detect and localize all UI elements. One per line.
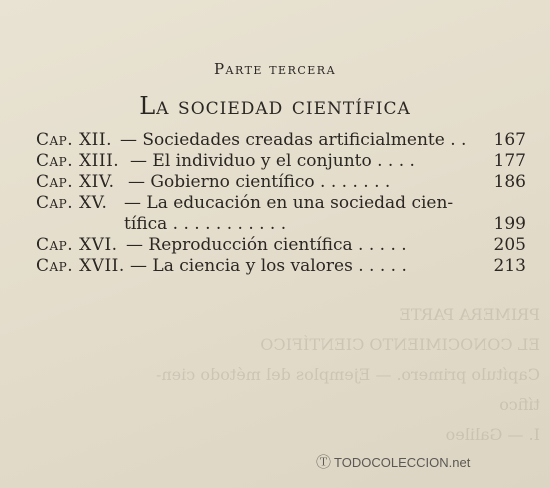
page-number: 213	[493, 256, 526, 276]
chapter-title: — El individuo y el conjunto . . . .	[130, 151, 415, 171]
toc-row	[36, 235, 526, 256]
section-title: La sociedad científica	[139, 92, 411, 120]
toc-row-continuation	[36, 214, 526, 235]
part-heading: Parte tercera	[213, 60, 337, 78]
chapter-title: — Sociedades creadas artificialmente . .	[120, 130, 467, 150]
table-of-contents	[36, 130, 526, 277]
chapter-title-continuation: tífica . . . . . . . . . . .	[124, 214, 287, 234]
chapter-label: Cap. XIII.	[36, 151, 120, 171]
bleed-through-text: PRIMERA PARTE EL CONOCIMIENTO CIENTÍFICO Capítulo primero. — Ejemplos del método cien- tífico I. — Galileo	[155, 305, 540, 444]
page-number: 177	[493, 151, 526, 171]
watermark-text: TODOCOLECCION.net	[334, 455, 471, 470]
chapter-title: — La ciencia y los valores . . . . .	[130, 256, 407, 276]
chapter-title: — Reproducción científica . . . . .	[126, 235, 407, 255]
page-number: 167	[493, 130, 526, 150]
page-number: 186	[493, 172, 526, 192]
chapter-label: Cap. XVII.	[36, 256, 125, 276]
toc-row	[36, 151, 526, 172]
chapter-title: — La educación en una sociedad cien-	[124, 193, 454, 213]
page-number: 199	[493, 214, 526, 234]
chapter-label: Cap. XV.	[36, 193, 108, 213]
toc-row	[36, 130, 526, 151]
toc-row	[36, 256, 526, 277]
toc-row	[36, 172, 526, 193]
page-number: 205	[493, 235, 526, 255]
chapter-label: Cap. XIV.	[36, 172, 115, 192]
site-watermark	[316, 451, 470, 472]
chapter-label: Cap. XII.	[36, 130, 112, 150]
chapter-title: — Gobierno científico . . . . . . .	[128, 172, 391, 192]
chapter-label: Cap. XVI.	[36, 235, 118, 255]
toc-row	[36, 193, 526, 214]
todocoleccion-logo-icon: Ⓣ	[316, 454, 332, 471]
